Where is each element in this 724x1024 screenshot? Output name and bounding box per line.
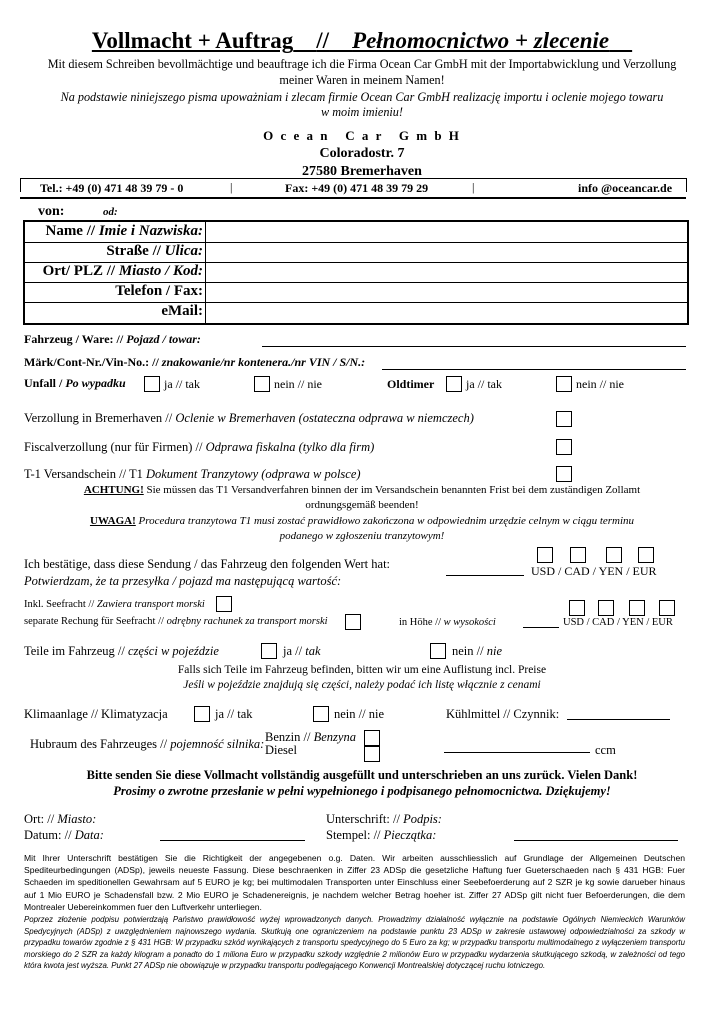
ort-label xyxy=(24,812,96,827)
teile-label xyxy=(24,644,219,659)
company-fax: Fax: +49 (0) 471 48 39 79 29 xyxy=(285,181,429,195)
oldtimer-nein-checkbox[interactable] xyxy=(556,376,572,392)
teile-ja-checkbox[interactable] xyxy=(261,643,277,659)
vin-label xyxy=(24,355,365,370)
company-email: info @oceancar.de xyxy=(578,181,673,195)
teile-label-pl: części w pojeździe xyxy=(127,644,219,658)
separate-checkbox[interactable] xyxy=(345,614,361,630)
signature-input-line[interactable] xyxy=(514,840,678,841)
seefracht-label xyxy=(24,599,205,610)
separate-label-pl: odrębny rachunek za transport morski xyxy=(166,616,328,627)
freight-currencies-label: USD / CAD / YEN / EUR xyxy=(563,617,673,628)
value-confirm-de: Ich bestätige, dass diese Sendung / das Fahrzeug den folgenden Wert hat: xyxy=(24,557,391,571)
oldtimer-ja-checkbox[interactable] xyxy=(446,376,462,392)
teile-ja-de: ja // xyxy=(283,644,303,658)
title-pl: Pełnomocnictwo + zlecenie xyxy=(352,28,610,53)
fiscal-label-de: Fiscalverzollung (nur für Firmen) // xyxy=(24,440,203,454)
currency-yen-checkbox[interactable] xyxy=(606,547,622,563)
ccm-unit: ccm xyxy=(595,743,616,757)
klima-label: Klimaanlage // Klimatyzacja xyxy=(24,707,168,721)
klima-nein-label: nein // nie xyxy=(334,707,384,721)
label-name-de: Name // xyxy=(45,223,96,239)
datum-input-line[interactable] xyxy=(160,840,305,841)
intro-de-1: Mit diesem Schreiben bevollmächtige und beauftrage ich die Firma Ocean Car GmbH mit der Importabwicklung und Verzollung xyxy=(47,57,677,71)
klima-nein-checkbox[interactable] xyxy=(313,706,329,722)
legal-text-de: Mit Ihrer Unterschrift bestätigen Sie die Richtigkeit der angegebenen o.g. Daten. Wir arbeiten ausschliesslich auf Grundlage der Allgemeinen Deutschen Spediteurbedingungen (ADSp), jeweils neueste Fassung. Diese beschraenken in Ziffer 23 ADSp die gesetzliche Haftung fuer Gueterschaeden nach § 431 HGB: Fuer Schaeden im speditionellen Gewahrsam auf 5 EURO je kg; bei multimodalen Transporten unter Einschluss einer Seebefoerderung auf 2 SZR je kg sowie darueber hinaus auf 1 Mio EURO je Schadensfall bzw. 2 Mio EURO je Schadenereignis, je nachdem welcher Betrag hoeher ist. Ziffer 27 ADSp gilt nicht fuer Befoerderungen, die dem Montrealer Uebereinkommen fuer den Luftverkehr unterliegen. xyxy=(24,853,685,912)
ort-label-pl: Miasto: xyxy=(57,812,97,826)
value-amount-line[interactable] xyxy=(446,575,524,576)
page-title xyxy=(0,28,724,54)
hubraum-label-pl: pojemność silnika: xyxy=(170,737,265,751)
company-city: 27580 Bremerhaven xyxy=(302,164,422,179)
closing-pl: Prosimy o zwrotne przesłanie w pełni wypełnionego i podpisanego pełnomocnictwa. Dziękujemy! xyxy=(113,784,611,798)
unterschrift-label-de: Unterschrift: // xyxy=(326,812,400,826)
contact-left-border xyxy=(20,178,21,192)
datum-label xyxy=(24,828,104,843)
hoehe-label-pl: w wysokości xyxy=(443,617,496,628)
oldtimer-ja-label: ja // tak xyxy=(466,377,502,391)
label-email: eMail: xyxy=(161,303,203,319)
teile-nein-checkbox[interactable] xyxy=(430,643,446,659)
teile-nein-label xyxy=(452,644,502,659)
title-separator: // xyxy=(316,28,330,53)
street-field[interactable] xyxy=(206,243,687,262)
freight-cad-checkbox[interactable] xyxy=(598,600,614,616)
t1-checkbox[interactable] xyxy=(556,466,572,482)
contact-top-line xyxy=(20,178,686,179)
kuehl-input-line[interactable] xyxy=(567,719,670,720)
ort-label-de: Ort: // xyxy=(24,812,55,826)
datum-label-pl: Data: xyxy=(74,828,104,842)
ware-label-de: Fahrzeug / Ware: // xyxy=(24,332,124,346)
teile-nein-de: nein // xyxy=(452,644,484,658)
hubraum-label xyxy=(30,737,264,752)
verzollung-label-pl: Oclenie w Bremerhaven (ostateczna odprawa w niemczech) xyxy=(175,411,474,425)
title-de: Vollmacht + Auftrag xyxy=(91,28,294,53)
contact-divider-2: | xyxy=(472,180,475,194)
teile-nein-pl: nie xyxy=(486,644,502,658)
name-field[interactable] xyxy=(206,222,687,242)
label-name xyxy=(45,223,203,240)
vin-label-de: Märk/Cont-Nr./Vin-No.: // xyxy=(24,355,159,369)
unfall-label-de: Unfall / xyxy=(24,376,63,390)
benzin-checkbox[interactable] xyxy=(364,730,380,746)
datum-label-de: Datum: // xyxy=(24,828,72,842)
unfall-label xyxy=(24,376,126,391)
diesel-checkbox[interactable] xyxy=(364,746,380,762)
seefracht-label-de: Inkl. Seefracht // xyxy=(24,599,95,610)
klima-ja-label: ja // tak xyxy=(215,707,253,721)
label-name-pl: Imie i Nazwiska: xyxy=(98,223,203,239)
klima-ja-checkbox[interactable] xyxy=(194,706,210,722)
label-phone: Telefon / Fax: xyxy=(115,283,203,299)
oldtimer-nein-label: nein // nie xyxy=(576,377,624,391)
benzin-label-de: Benzin // xyxy=(265,730,311,744)
currency-eur-checkbox[interactable] xyxy=(638,547,654,563)
t1-label xyxy=(24,467,361,482)
legal-text-pl: Poprzez złożenie podpisu potwierdzają Państwo prawidłowość wyżej wprowadzonych danych. Prowadzimy działalność wyłącznie na podstawie Ogólnych Niemieckich Warunków Spedycyjnych (ADSp) z uwzględnieniem najnowszego wydania. Skutkują one ograniczeniem na podstawie punktu 23 ADSp w zakresie ustawowej odpowiedzialności za szkody w przypadku towarów zgodnie z § 431 HGB: W przypadku szkód wynikających z transportu spedycyjnego do 5 Euro za kg; w przypadku transportu multimodalnego z wyłączeniem transportu morskiego do 2 SZR za każdy kilogram a ponadto do 1 miliona Euro w przypadku szkody względnie 2 milionów Euro w przypadku wydarzenia skutkującego szkodą, w zależności od tego która kwota jest wyższa. Punkt 27 ADSp nie obowiązuje w przypadku transportu podlegającego Konwencji Montrealskiej dotyczącej ruchu lotniczego. xyxy=(24,915,685,971)
uwaga-note xyxy=(0,515,724,527)
stempel-label-pl: Pieczątka: xyxy=(383,828,437,842)
uwaga-label: UWAGA! xyxy=(89,515,136,527)
label-city xyxy=(43,263,203,280)
ware-label-pl: Pojazd / towar: xyxy=(126,332,201,346)
uwaga-text-1: Procedura tranzytowa T1 musi zostać prawidłowo zakończona w odpowiednim urzędzie celnym w ciągu terminu xyxy=(135,515,635,527)
currency-usd-checkbox[interactable] xyxy=(537,547,553,563)
verzollung-label xyxy=(24,411,474,426)
freight-eur-checkbox[interactable] xyxy=(659,600,675,616)
verzollung-checkbox[interactable] xyxy=(556,411,572,427)
verzollung-label-de: Verzollung in Bremerhaven // xyxy=(24,411,173,425)
unfall-nein-label: nein // nie xyxy=(274,377,322,391)
oldtimer-label: Oldtimer xyxy=(387,377,435,391)
currencies-label: USD / CAD / YEN / EUR xyxy=(531,564,657,578)
teile-label-de: Teile im Fahrzeug // xyxy=(24,644,125,658)
achtung-note xyxy=(0,484,724,496)
seefracht-label-pl: Zawiera transport morski xyxy=(96,599,205,610)
diesel-label: Diesel xyxy=(265,743,297,757)
company-name: O c e a n C a r G m b H xyxy=(263,128,461,143)
parts-note-de: Falls sich Teile im Fahrzeug befinden, bitten wir um eine Auflistung incl. Preise xyxy=(177,664,547,676)
parts-note-pl: Jeśli w pojeździe znajdują się części, należy podać ich listę włącznie z cenami xyxy=(183,679,541,691)
contact-right-border xyxy=(686,178,687,192)
kuehl-label: Kühlmittel // Czynnik: xyxy=(446,707,560,721)
label-street-pl: Ulica: xyxy=(164,243,203,259)
intro-pl-1: Na podstawie niniejszego pisma upoważniam i zlecam firmie Ocean Car GmbH realizację importu i oclenie mojego towaru xyxy=(60,90,664,104)
achtung-text-2: ordnungsgemäß beenden! xyxy=(305,499,419,511)
ware-input-line[interactable] xyxy=(262,346,686,347)
uwaga-text-2: podanego w zgłoszeniu tranzytowym! xyxy=(279,530,445,542)
stempel-label xyxy=(326,828,436,843)
fiscal-label-pl: Odprawa fiskalna (tylko dla firm) xyxy=(205,440,375,454)
separate-label-de: separate Rechung für Seefracht // xyxy=(24,616,164,627)
achtung-label: ACHTUNG! xyxy=(83,484,144,496)
hubraum-input-line[interactable] xyxy=(444,752,590,753)
teile-ja-pl: tak xyxy=(305,644,321,658)
contact-divider-1: | xyxy=(230,180,233,194)
achtung-text-1: Sie müssen das T1 Versandverfahren binnen der im Versandschein benannten Frist bei dem zuständigen Zollamt xyxy=(143,484,641,496)
email-field[interactable] xyxy=(206,303,687,323)
phone-field[interactable] xyxy=(206,283,687,302)
currency-cad-checkbox[interactable] xyxy=(570,547,586,563)
von-label: von: xyxy=(38,204,65,219)
label-city-pl: Miasto / Kod: xyxy=(118,263,203,279)
vin-input-line[interactable] xyxy=(382,369,686,370)
intro-de-2: meiner Waren in meinem Namen! xyxy=(279,73,445,87)
benzin-label-pl: Benzyna xyxy=(313,730,356,744)
fiscal-label xyxy=(24,440,374,455)
teile-ja-label xyxy=(283,644,321,659)
unfall-ja-label: ja // tak xyxy=(164,377,200,391)
freight-yen-checkbox[interactable] xyxy=(629,600,645,616)
hoehe-label xyxy=(399,617,496,628)
unfall-nein-checkbox[interactable] xyxy=(254,376,270,392)
value-confirm-pl: Potwierdzam, że ta przesyłka / pojazd ma następującą wartość: xyxy=(24,574,342,588)
unterschrift-label xyxy=(326,812,442,827)
od-label: od: xyxy=(103,206,118,218)
company-street: Coloradostr. 7 xyxy=(319,146,405,161)
sender-table xyxy=(23,220,689,325)
intro-pl-2: w moim imieniu! xyxy=(321,105,403,119)
seefracht-checkbox[interactable] xyxy=(216,596,232,612)
contact-bottom-line xyxy=(20,197,686,199)
t1-label-de: T-1 Versandschein // T1 xyxy=(24,467,146,481)
t1-label-pl: Dokument Tranzytowy (odprawa w polsce) xyxy=(145,467,361,481)
closing-de: Bitte senden Sie diese Vollmacht vollständig ausgefüllt und unterschrieben an uns zurück. Vielen Dank! xyxy=(86,768,638,782)
unfall-ja-checkbox[interactable] xyxy=(144,376,160,392)
unterschrift-label-pl: Podpis: xyxy=(403,812,442,826)
label-city-de: Ort/ PLZ // xyxy=(42,263,116,279)
label-street-de: Straße // xyxy=(106,243,161,259)
separate-label xyxy=(24,616,328,627)
stempel-label-de: Stempel: // xyxy=(326,828,381,842)
label-street xyxy=(106,243,203,260)
fiscal-checkbox[interactable] xyxy=(556,439,572,455)
ware-label xyxy=(24,332,201,347)
vin-label-pl: znakowanie/nr kontenera./nr VIN / S/N.: xyxy=(161,355,366,369)
city-field[interactable] xyxy=(206,263,687,282)
hubraum-label-de: Hubraum des Fahrzeuges // xyxy=(30,737,168,751)
hoehe-amount-line[interactable] xyxy=(523,627,559,628)
company-tel: Tel.: +49 (0) 471 48 39 79 - 0 xyxy=(40,181,184,195)
freight-usd-checkbox[interactable] xyxy=(569,600,585,616)
unfall-label-pl: Po wypadku xyxy=(65,376,126,390)
hoehe-label-de: in Höhe // xyxy=(399,617,441,628)
